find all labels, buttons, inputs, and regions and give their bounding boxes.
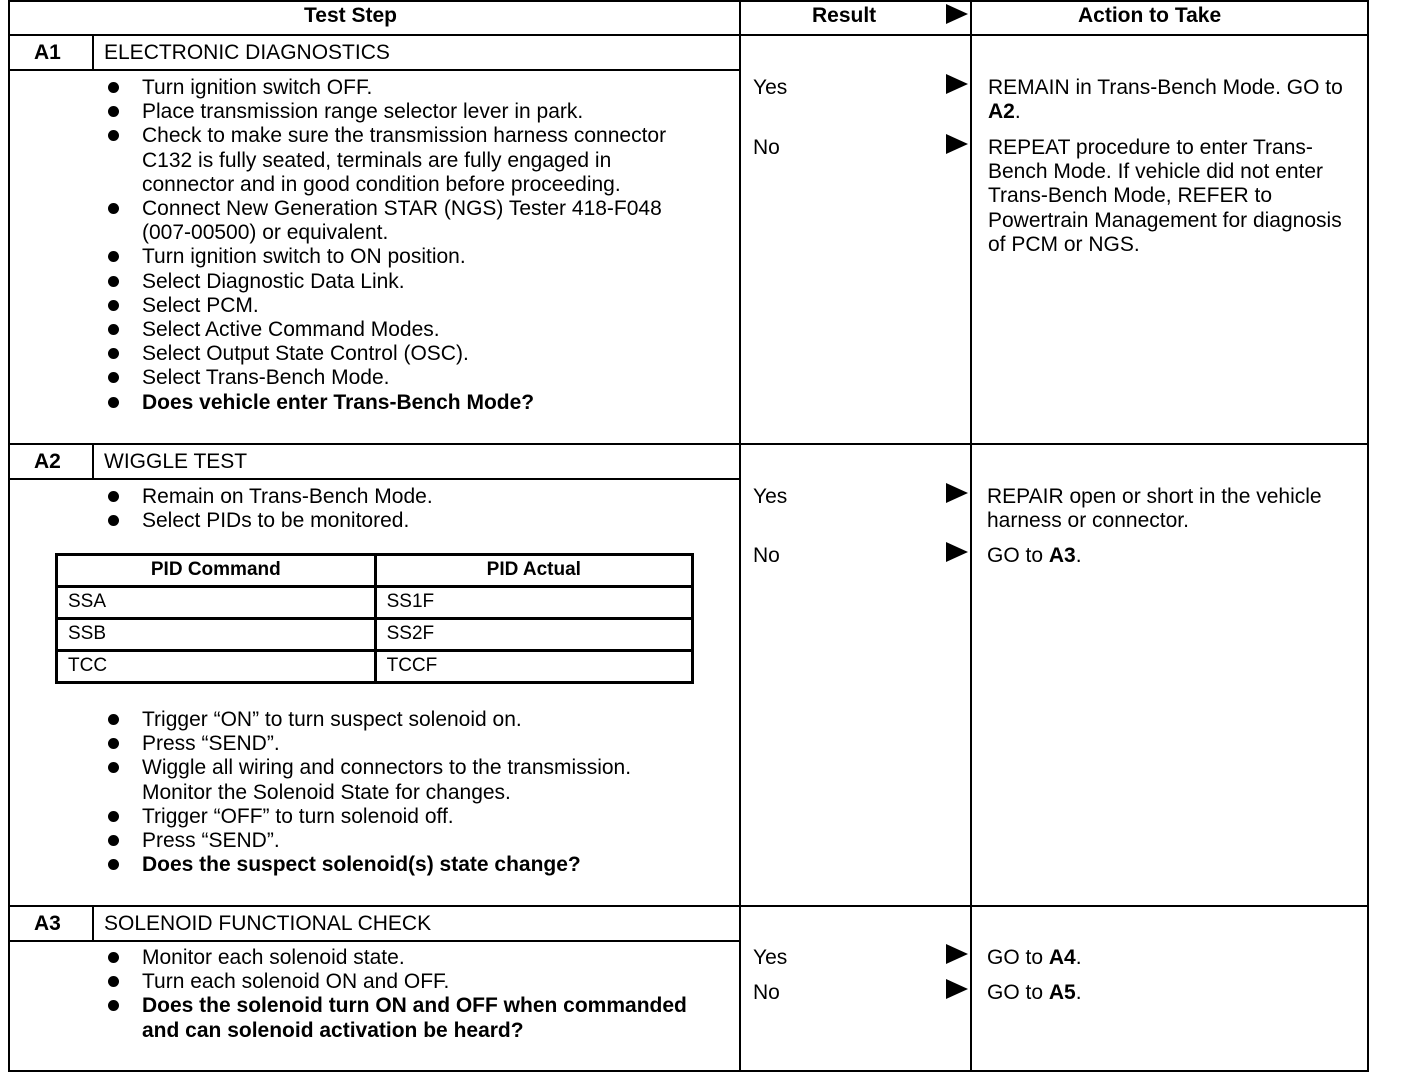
list-item: Press “SEND”. (104, 732, 704, 756)
table-cell: TCC (57, 651, 376, 683)
list-item: Place transmission range selector lever in park. (104, 100, 704, 124)
list-item: Select Diagnostic Data Link. (104, 270, 704, 294)
table-header-row (57, 555, 693, 587)
header-test-step: Test Step (304, 4, 397, 27)
list-item: Select PCM. (104, 294, 704, 318)
action-no: GO to A5. (987, 981, 1082, 1004)
header-result: Result (812, 4, 877, 27)
table-row (57, 619, 693, 651)
step-title: SOLENOID FUNCTIONAL CHECK (104, 912, 432, 935)
list-item: Connect New Generation STAR (NGS) Tester 418-F048 (007-00500) or equivalent. (104, 197, 704, 245)
list-item: Select PIDs to be monitored. (104, 509, 704, 533)
list-item: Select Output State Control (OSC). (104, 342, 704, 366)
result-yes-label: Yes (753, 485, 788, 508)
arrow-right-icon (946, 542, 968, 562)
step-question: Does the suspect solenoid(s) state change? (104, 853, 704, 877)
column-header: PID Actual (375, 555, 692, 587)
step-bullet-list (104, 485, 704, 533)
list-item: Turn ignition switch to ON position. (104, 245, 704, 269)
list-item: Trigger “ON” to turn suspect solenoid on. (104, 708, 704, 732)
arrow-right-icon (946, 4, 968, 24)
list-item: Remain on Trans-Bench Mode. (104, 485, 704, 509)
arrow-right-icon (946, 74, 968, 94)
result-no-label: No (753, 981, 780, 1004)
arrow-right-icon (946, 979, 968, 999)
step-question: Does vehicle enter Trans-Bench Mode? (104, 391, 704, 415)
action-no: REPEAT procedure to enter Trans-Bench Mode. If vehicle did not enter Trans-Bench Mode, REFER to Powertrain Management for diagnosis of PCM or NGS. (988, 136, 1342, 256)
table-row (57, 587, 693, 619)
pid-table (55, 553, 694, 684)
table-cell: SS2F (375, 619, 692, 651)
step-id: A3 (34, 912, 61, 935)
table-cell: SS1F (375, 587, 692, 619)
header-action: Action to Take (1078, 4, 1222, 27)
list-item: Trigger “OFF” to turn solenoid off. (104, 805, 704, 829)
step-id: A1 (34, 41, 61, 64)
list-item: Turn each solenoid ON and OFF. (104, 970, 704, 994)
arrow-right-icon (946, 134, 968, 154)
step-title: WIGGLE TEST (104, 450, 248, 473)
list-item: Monitor each solenoid state. (104, 946, 704, 970)
action-no: GO to A3. (987, 544, 1082, 567)
list-item: Press “SEND”. (104, 829, 704, 853)
list-item: Select Trans-Bench Mode. (104, 366, 704, 390)
list-item: Select Active Command Modes. (104, 318, 704, 342)
list-item: Check to make sure the transmission harness connector C132 is fully seated, terminals are fully engaged in connector and in good condition before proceeding. (104, 124, 704, 197)
result-no-label: No (753, 136, 780, 159)
column-header: PID Command (57, 555, 376, 587)
step-title: ELECTRONIC DIAGNOSTICS (104, 41, 390, 64)
step-bullet-list (104, 76, 704, 415)
step-bullet-list (104, 946, 704, 1043)
result-yes-label: Yes (753, 946, 788, 969)
arrow-right-icon (946, 944, 968, 964)
table-cell: TCCF (375, 651, 692, 683)
action-yes: REMAIN in Trans-Bench Mode. GO to A2. (988, 76, 1343, 124)
table-cell: SSA (57, 587, 376, 619)
arrow-right-icon (946, 483, 968, 503)
result-yes-label: Yes (753, 76, 788, 99)
result-no-label: No (753, 544, 780, 567)
step-id: A2 (34, 450, 61, 473)
action-yes: REPAIR open or short in the vehicle harness or connector. (987, 485, 1322, 533)
action-yes: GO to A4. (987, 946, 1082, 969)
step-bullet-list (104, 708, 704, 877)
step-question: Does the solenoid turn ON and OFF when commanded and can solenoid activation be heard? (104, 994, 704, 1042)
table-row (57, 651, 693, 683)
list-item: Turn ignition switch OFF. (104, 76, 704, 100)
table-cell: SSB (57, 619, 376, 651)
list-item: Wiggle all wiring and connectors to the transmission. Monitor the Solenoid State for changes. (104, 756, 704, 804)
